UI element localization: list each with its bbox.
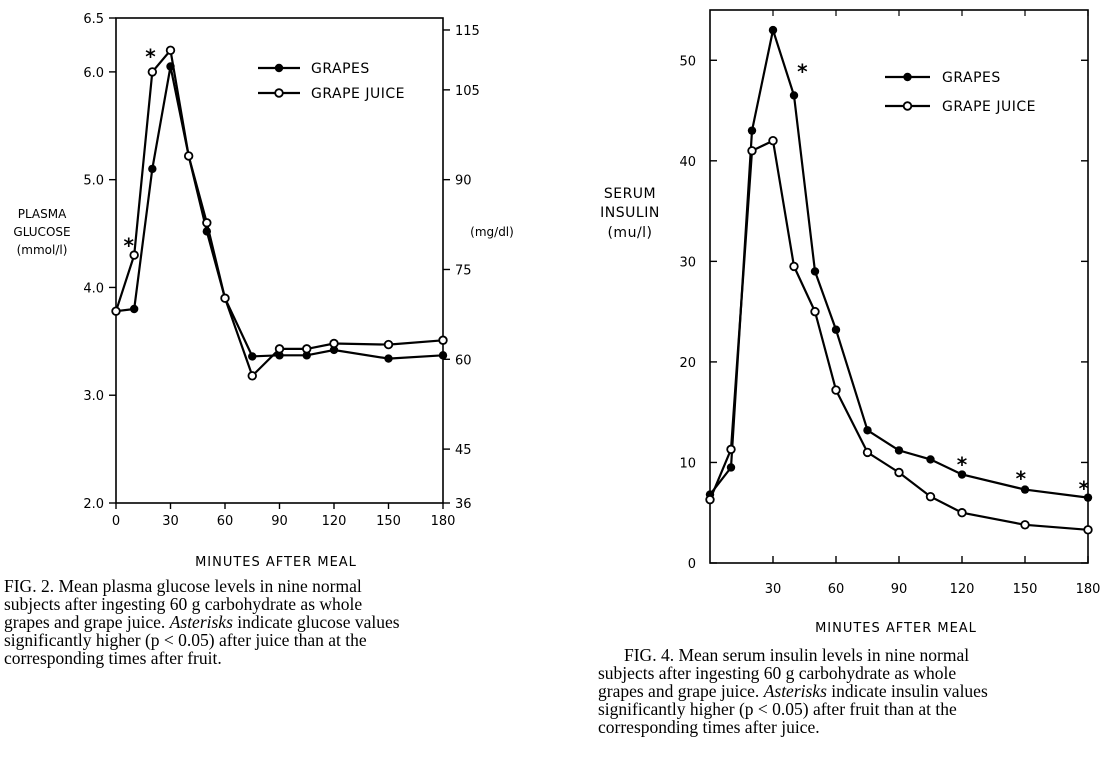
- x-tick-label: 150: [1012, 582, 1038, 597]
- data-point-grape-juice: [149, 68, 157, 76]
- y-tick-label: 0: [687, 557, 696, 572]
- y-right-tick-label: 60: [455, 353, 472, 369]
- legend-label: GRAPES: [311, 61, 370, 77]
- data-point-grape-juice: [790, 263, 798, 271]
- data-point-grapes: [748, 126, 756, 134]
- significance-asterisk: *: [145, 44, 156, 69]
- y-tick-label: 10: [679, 456, 696, 472]
- caption-emphasis: Asterisks: [763, 681, 827, 701]
- y-tick-label: 5.0: [83, 173, 104, 189]
- y-right-tick-label: 105: [455, 83, 480, 99]
- data-point-grape-juice: [832, 386, 840, 394]
- data-point-grapes: [926, 455, 934, 463]
- data-point-grapes: [790, 91, 798, 99]
- data-point-grapes: [148, 165, 156, 173]
- data-point-grape-juice: [439, 336, 447, 344]
- x-tick-label: 30: [764, 582, 782, 597]
- data-point-grape-juice: [167, 47, 175, 55]
- data-point-grape-juice: [748, 147, 756, 155]
- x-tick-label: 30: [162, 514, 179, 529]
- legend-label: GRAPE JUICE: [942, 99, 1036, 115]
- y-tick-label: 30: [679, 255, 696, 271]
- data-point-grapes: [130, 305, 138, 313]
- y-tick-label: 20: [679, 355, 696, 371]
- caption-text: grapes and grape juice.: [598, 681, 764, 701]
- legend-marker: [275, 64, 283, 72]
- x-tick-label: 60: [216, 514, 234, 529]
- x-tick-label: 120: [949, 582, 975, 597]
- legend-label: GRAPE JUICE: [311, 86, 405, 102]
- y-right-tick-label: 45: [455, 443, 472, 459]
- fig4-caption: [598, 646, 1102, 736]
- y-axis-label: (mu/l): [607, 225, 653, 241]
- significance-asterisk: *: [1015, 466, 1027, 491]
- data-point-grape-juice: [864, 449, 872, 457]
- data-point-grape-juice: [248, 372, 256, 380]
- plot-frame: [710, 10, 1088, 563]
- legend-marker: [275, 89, 283, 97]
- y-tick-label: 2.0: [83, 497, 104, 512]
- x-tick-label: 60: [827, 582, 845, 597]
- caption-line: subjects after ingesting 60 g carbohydrate as whole: [4, 594, 363, 614]
- data-point-grape-juice: [927, 493, 935, 501]
- data-point-grape-juice: [769, 137, 777, 145]
- caption-text: indicate insulin values: [826, 681, 988, 701]
- data-point-grapes: [863, 426, 871, 434]
- y-tick-label: 50: [679, 54, 696, 70]
- data-point-grapes: [384, 354, 392, 362]
- data-point-grape-juice: [706, 496, 714, 504]
- legend-label: GRAPES: [942, 70, 1001, 86]
- x-tick-label: 120: [321, 514, 347, 529]
- data-point-grape-juice: [1084, 526, 1092, 534]
- caption-text: indicate glucose values: [232, 612, 400, 632]
- caption-text: grapes and grape juice.: [4, 612, 170, 632]
- data-point-grape-juice: [1021, 521, 1029, 529]
- x-tick-label: 90: [890, 582, 908, 597]
- y-axis-label: GLUCOSE: [13, 225, 71, 239]
- significance-asterisk: *: [956, 452, 968, 477]
- y-tick-label: 40: [679, 154, 696, 170]
- significance-asterisk: *: [123, 233, 134, 258]
- legend-marker: [904, 102, 912, 110]
- data-point-grape-juice: [303, 345, 311, 353]
- x-tick-label: 0: [111, 514, 121, 529]
- caption-line: [598, 682, 1102, 700]
- data-point-grapes: [769, 26, 777, 34]
- caption-line: FIG. 4. Mean serum insulin levels in nine normal: [624, 645, 970, 665]
- data-point-grape-juice: [112, 307, 120, 315]
- y-tick-label: 4.0: [83, 281, 104, 297]
- significance-asterisk: *: [797, 59, 808, 84]
- data-point-grape-juice: [895, 469, 903, 477]
- y-tick-label: 6.0: [83, 65, 104, 81]
- x-tick-label: 180: [1075, 582, 1101, 597]
- y-right-tick-label: 36: [455, 497, 472, 512]
- y-right-tick-label: 75: [455, 263, 472, 279]
- x-axis-label: MINUTES AFTER MEAL: [195, 555, 357, 570]
- data-point-grapes: [248, 352, 256, 360]
- y-tick-label: 3.0: [83, 389, 104, 405]
- y-right-tick-label: 115: [455, 23, 480, 39]
- data-point-grapes: [895, 446, 903, 454]
- y-axis-label: INSULIN: [600, 205, 660, 221]
- data-point-grapes: [832, 326, 840, 334]
- data-point-grape-juice: [385, 341, 393, 349]
- caption-line: significantly higher (p < 0.05) after juice than at the: [4, 630, 367, 650]
- data-point-grape-juice: [203, 219, 211, 227]
- data-point-grape-juice: [185, 152, 193, 160]
- y-axis-label: (mmol/l): [16, 243, 68, 257]
- caption-line: corresponding times after juice.: [598, 717, 820, 737]
- data-point-grapes: [811, 267, 819, 275]
- y-axis-label: PLASMA: [17, 207, 67, 221]
- caption-line: subjects after ingesting 60 g carbohydrate as whole: [598, 663, 957, 683]
- y-tick-label: 6.5: [83, 12, 104, 27]
- y-axis-label: SERUM: [603, 186, 657, 202]
- data-point-grapes: [439, 351, 447, 359]
- caption-line: significantly higher (p < 0.05) after fruit than at the: [598, 699, 957, 719]
- data-point-grape-juice: [221, 294, 229, 302]
- caption-line: corresponding times after fruit.: [4, 648, 222, 668]
- x-axis-label: MINUTES AFTER MEAL: [815, 621, 977, 636]
- series-line-grapes: [116, 67, 443, 359]
- data-point-grape-juice: [727, 446, 735, 454]
- caption-line: FIG. 2. Mean plasma glucose levels in nine normal: [4, 576, 362, 596]
- x-tick-label: 90: [271, 514, 288, 529]
- data-point-grape-juice: [958, 509, 966, 517]
- caption-line: [4, 613, 518, 631]
- data-point-grapes: [727, 463, 735, 471]
- data-point-grape-juice: [811, 308, 819, 316]
- significance-asterisk: *: [1078, 476, 1090, 501]
- y-right-axis-label: (mg/dl): [470, 225, 514, 239]
- x-tick-label: 180: [430, 514, 456, 529]
- data-point-grape-juice: [330, 340, 338, 348]
- x-tick-label: 150: [376, 514, 401, 529]
- legend-marker: [903, 73, 911, 81]
- caption-emphasis: Asterisks: [169, 612, 233, 632]
- data-point-grape-juice: [276, 345, 284, 353]
- fig2-caption: [4, 577, 518, 667]
- y-right-tick-label: 90: [455, 173, 472, 189]
